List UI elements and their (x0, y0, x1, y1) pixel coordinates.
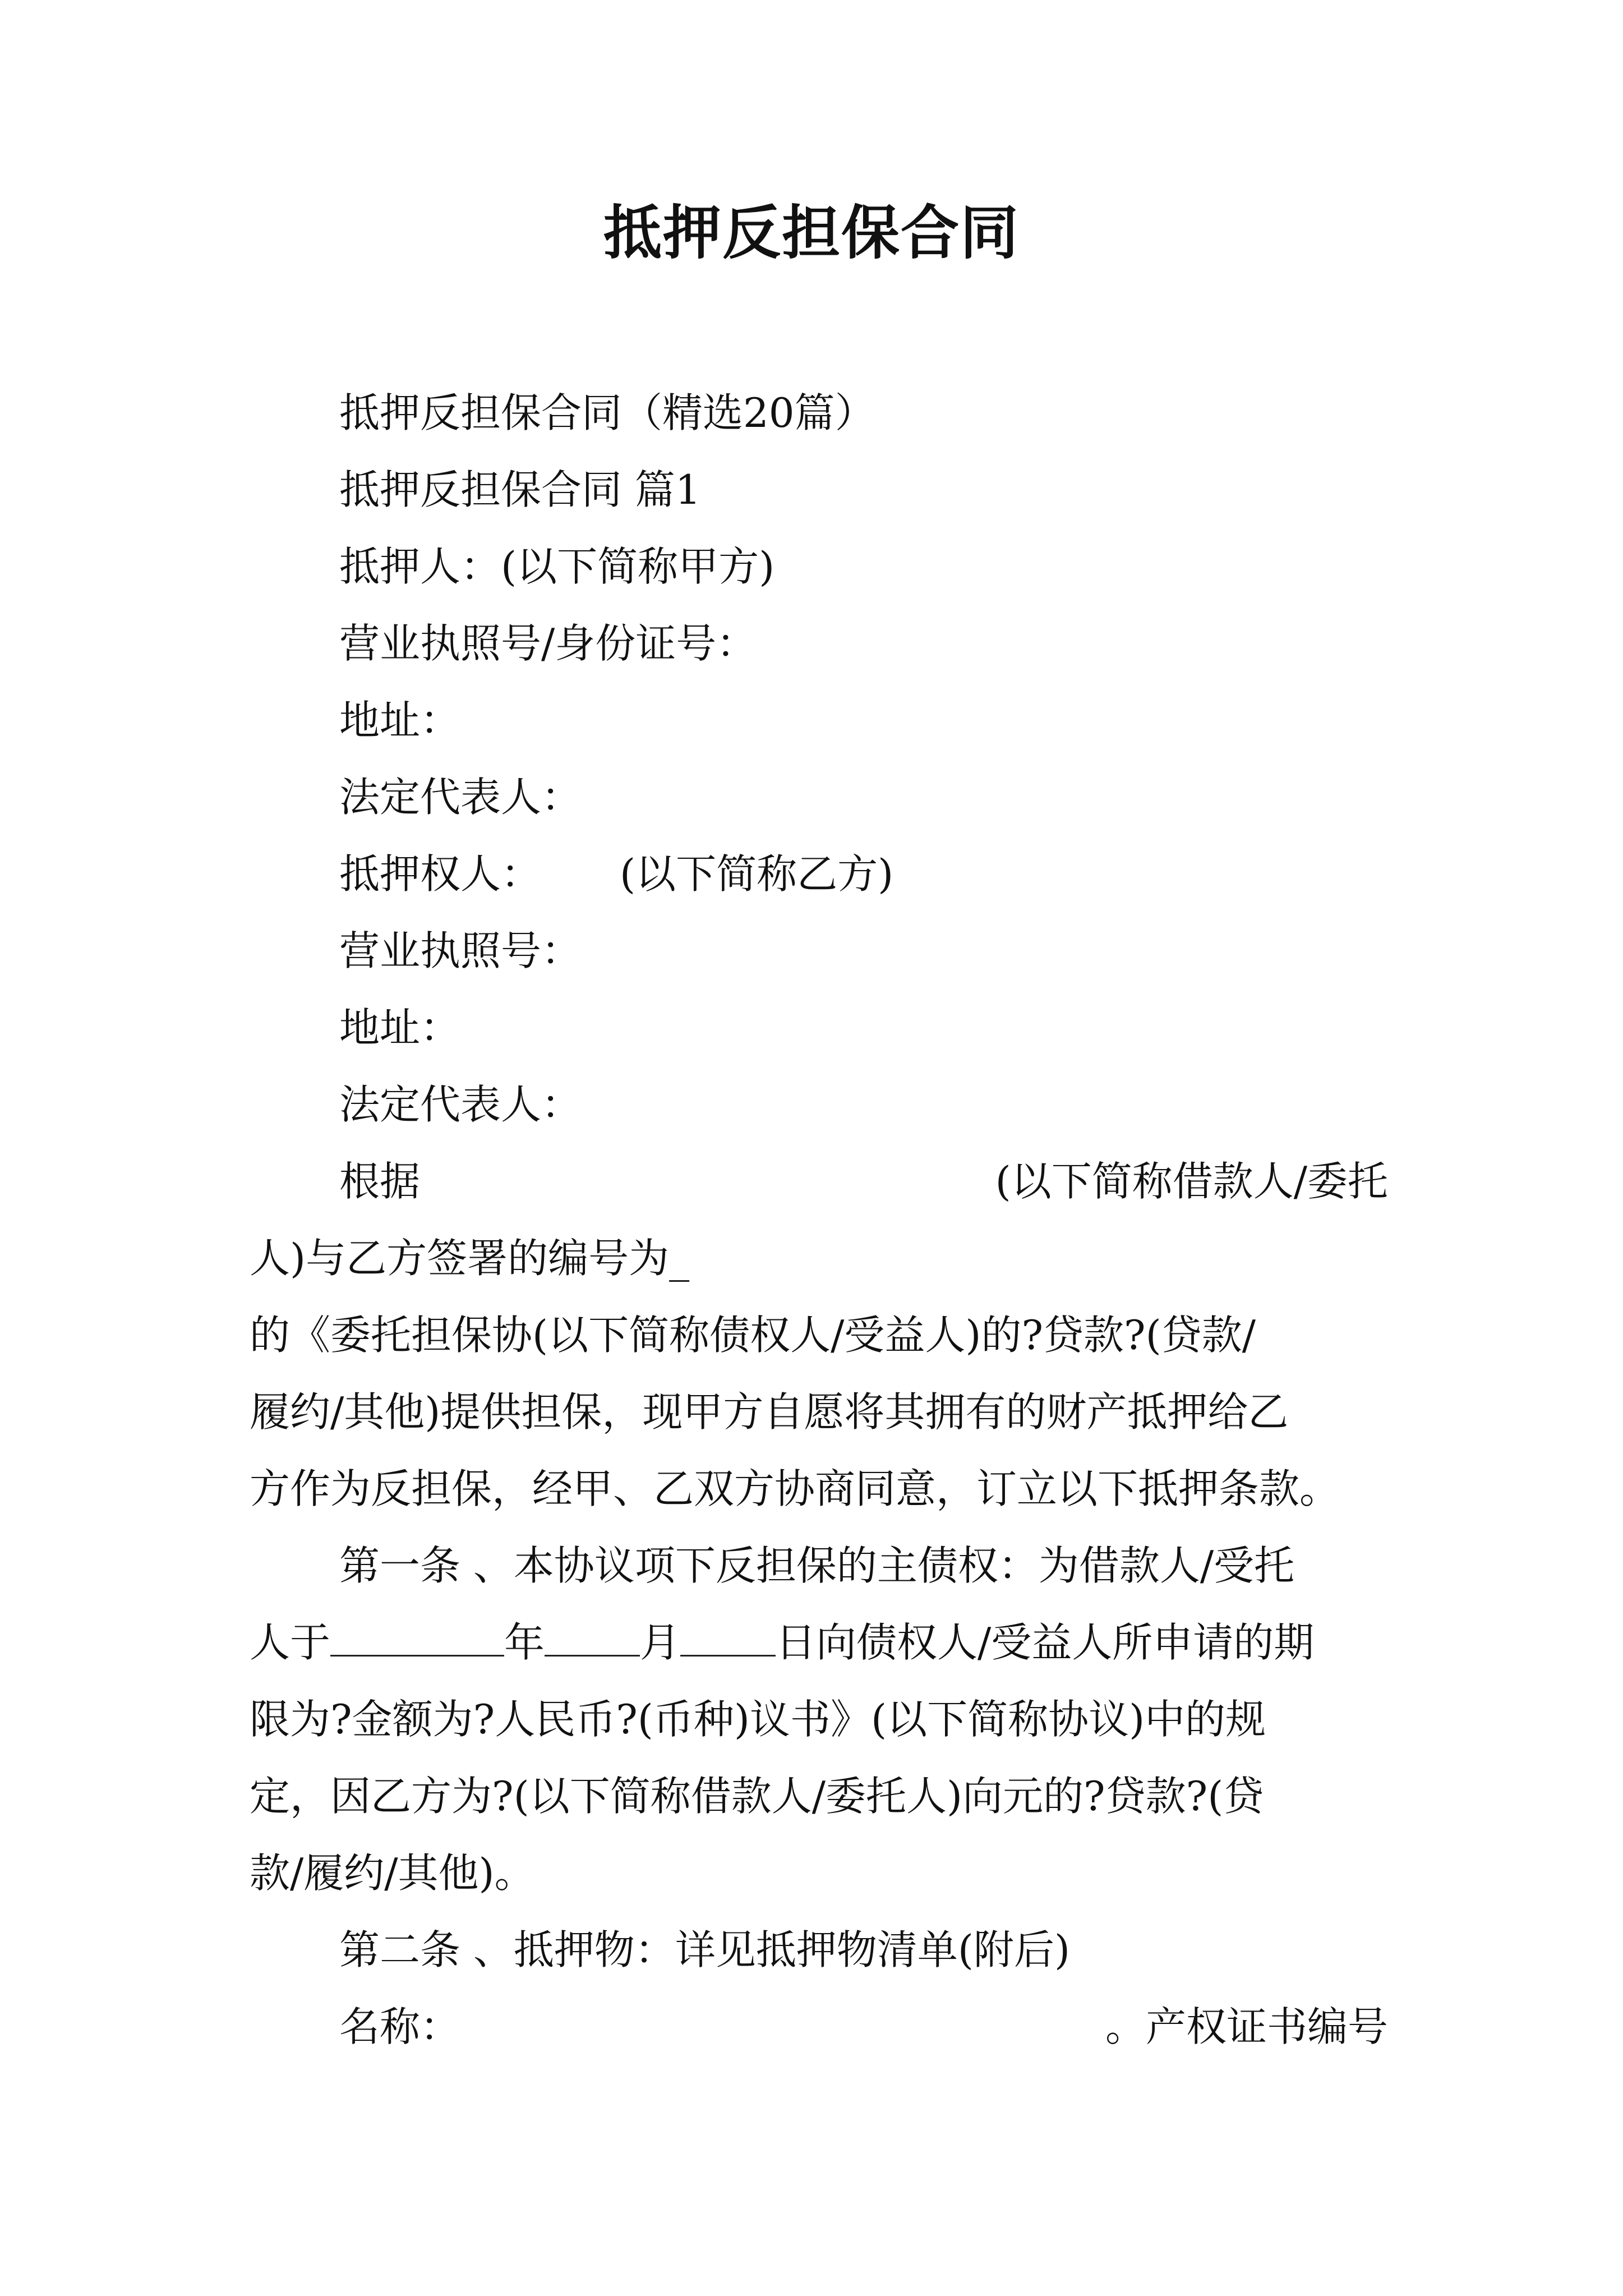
article-1-line-2 (250, 1604, 1388, 1681)
basis-line-4: 履约/其他)提供担保，现甲方自愿将其拥有的财产抵押给乙 (250, 1388, 1289, 1435)
art1-part-b: 年 (504, 1619, 545, 1666)
basis-line-1 (250, 1143, 1388, 1220)
mortgagor-line: 抵押人：(以下简称甲方) (339, 543, 775, 590)
art1-part-c: 月 (640, 1619, 681, 1666)
mortgagee-rep-line: 法定代表人： (339, 1081, 582, 1128)
name-right: 。产权证书编号 (1105, 2003, 1388, 2050)
mortgagee-label: 抵押权人： (339, 850, 542, 898)
document-body (250, 375, 1388, 2065)
mortgagor-rep-line: 法定代表人： (339, 774, 582, 821)
article-1-line-1: 第一条 、本协议项下反担保的主债权：为借款人/受托 (339, 1542, 1295, 1589)
mortgagee-line (250, 836, 1388, 913)
subtitle-line: 抵押反担保合同（精选20篇） (339, 389, 875, 436)
article-1-line-3: 限为?金额为?人民币?(币种)议书》(以下简称协议)中的规 (250, 1696, 1266, 1743)
basis-line-3: 的《委托担保协(以下简称债权人/受益人)的?贷款?(贷款/ (250, 1312, 1256, 1359)
basis-line-2: 人)与乙方签署的编号为_ (250, 1235, 690, 1282)
article-1-line-5: 款/履约/其他)。 (250, 1849, 535, 1897)
name-line (250, 1989, 1388, 2065)
art1-part-a: 人于 (250, 1619, 331, 1666)
mortgagor-address-line: 地址： (339, 697, 461, 744)
name-left: 名称： (339, 2003, 461, 2050)
mortgagee-address-line: 地址： (339, 1004, 461, 1051)
blank-month (545, 1616, 640, 1657)
article-2-line-1: 第二条 、抵押物：详见抵押物清单(附后) (339, 1926, 1071, 1973)
blank-year (330, 1616, 504, 1657)
blank-day (680, 1616, 776, 1657)
document-title: 抵押反担保合同 (603, 198, 1020, 267)
article-1-line-4: 定，因乙方为?(以下简称借款人/委托人)向元的?贷款?(贷 (250, 1773, 1264, 1820)
art1-part-d: 日向债权人/受益人所申请的期 (776, 1619, 1315, 1666)
mortgagor-license-line: 营业执照号/身份证号： (339, 620, 757, 667)
basis-right: (以下简称借款人/委托 (995, 1158, 1388, 1205)
basis-line-5: 方作为反担保，经甲、乙双方协商同意，订立以下抵押条款。 (250, 1465, 1340, 1512)
basis-left: 根据 (339, 1158, 421, 1205)
mortgagee-license-line: 营业执照号： (339, 927, 582, 974)
chapter-heading: 抵押反担保合同 篇1 (339, 466, 701, 513)
mortgagee-note: (以下简称乙方) (620, 850, 894, 898)
